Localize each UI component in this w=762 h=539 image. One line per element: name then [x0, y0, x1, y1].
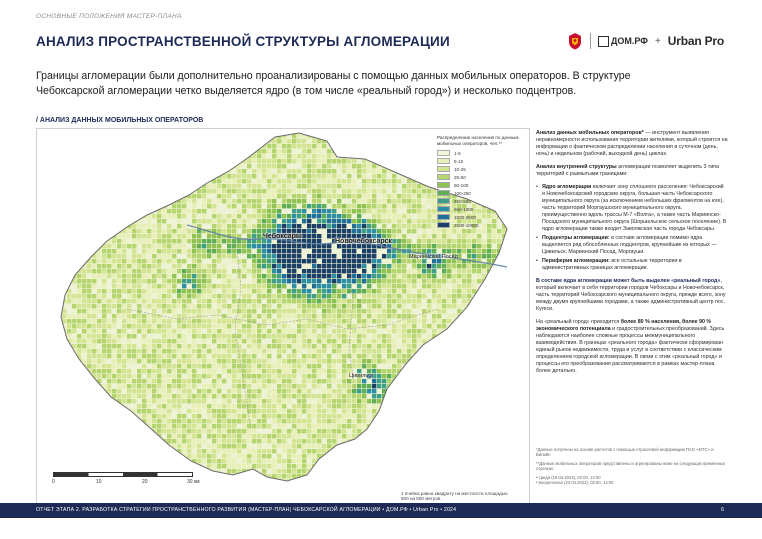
section-tag: ОСНОВНЫЕ ПОЛОЖЕНИЯ МАСТЕР-ПЛАНА: [36, 13, 182, 20]
legend-label: 50-100: [454, 182, 469, 188]
scale-label: 30 км: [187, 479, 200, 485]
footnote: • воскресенье (23.04.2023), 02:00, 14:00: [536, 480, 614, 486]
legend-label: 100-250: [454, 190, 471, 196]
page-footer: [0, 503, 762, 518]
legend-item: [437, 197, 527, 205]
legend-item: [437, 221, 527, 229]
legend-swatch: [437, 150, 450, 156]
page-number: 6: [721, 507, 724, 513]
legend-item: [437, 157, 527, 165]
city-label-tsivilsk: Цивильск: [349, 373, 374, 379]
legend-title: Распределение населения по данным мобильных операторов, чел.**: [437, 135, 519, 146]
legend-label: 1000-2500: [454, 214, 476, 220]
paragraph-real-city-share: На «реальный город» приходится более 80 % населения, более 90 % экономического потенциала и градостроительных преобразований. Здесь наблюдаются наиболее сложные процессы межмуниципального взаимодействия. В границах «реального города» фактически сформирован единый рынок недвижимости, труда и услуг в соответствии с классическим определением городской агломерации. В связи с этим «реальный город» и процессы его преобразования рассматриваются в рамках мастер-плана более детально.: [536, 319, 725, 374]
legend-item: [437, 213, 527, 221]
urban-pro-logo: Urban Pro: [667, 34, 724, 48]
paragraph-internal-structure: Анализ внутренней структуры агломерации позволяет выделить 3 типа территорий с размытыми границами:: [536, 164, 720, 177]
dom-rf-mark-icon: [598, 36, 609, 47]
footnote: • среда (19.04.2023), 02:00, 14:00: [536, 474, 601, 480]
dom-rf-logo: [598, 36, 648, 47]
analysis-text: [536, 130, 728, 381]
map-legend: [437, 135, 527, 229]
territory-types-list: [536, 184, 728, 272]
city-label-novocheboksarsk: Новочебоксарск: [335, 238, 393, 245]
legend-label: 10-25: [454, 166, 466, 172]
legend-rows: [437, 149, 527, 229]
legend-item: [437, 149, 527, 157]
legend-label: 500-1000: [454, 206, 474, 212]
page-title: АНАЛИЗ ПРОСТРАНСТВЕННОЙ СТРУКТУРЫ АГЛОМЕРАЦИИ: [36, 34, 450, 49]
logo-divider: [590, 33, 591, 49]
dom-rf-text: ДОМ.РФ: [610, 36, 648, 46]
cell-size-note: 1 ячейка равна квадрату на местности площадью 500 на 500 метров: [401, 490, 508, 502]
footnote: **Данные мобильных операторов представлены и агрегированы ниже на следующих временных отрезках:: [536, 460, 725, 472]
legend-swatch: [437, 214, 450, 220]
population-density-map: [36, 128, 530, 510]
legend-label: 2500-10000: [454, 222, 479, 228]
list-item: • Ядро агломерации включает зону сплошного расселения: Чебоксарский и Новочебоксарский городские округа, большая часть Чебоксарского муниципального округа (за исключением небольших фрагментов на юге), часть территорий Моргаушского муниципального округа, преимущественно вдоль трассы М-7 «Волга», а также часть Мариинско-Посадского муниципального округа (Шоршельское сельское поселение). В ядро агломерации также входит Заволжская часть города Чебоксары.: [542, 184, 728, 233]
legend-label: 1-5: [454, 150, 461, 156]
legend-item: [437, 165, 527, 173]
footnote: *Данные получены на основе расчетов с помощью отраслевой информации ПАО «МТС» и Билайн: [536, 447, 714, 458]
legend-swatch: [437, 166, 450, 172]
scale-label: 10: [96, 479, 102, 485]
legend-item: [437, 205, 527, 213]
paragraph-real-city: В составе ядра агломерации может быть выделен «реальный город», который включает в себя территории городов Чебоксары и Новочебоксарск, часть территорий Чебоксарского муниципального округа, прежде всего, зону между двумя крупнейшими городами, а также административный центр пос. Кугеси.: [536, 278, 726, 312]
legend-swatch: [437, 198, 450, 204]
section-label: / АНАЛИЗ ДАННЫХ МОБИЛЬНЫХ ОПЕРАТОРОВ: [36, 117, 204, 124]
scale-bar: [53, 472, 213, 487]
legend-swatch: [437, 190, 450, 196]
legend-label: 250-500: [454, 198, 471, 204]
list-item: • Периферия агломерации: все остальные территории в административных границах агломерации.: [542, 258, 728, 272]
scale-bar-graphic: [53, 472, 193, 477]
city-label-cheboksary: Чебоксары: [263, 233, 302, 240]
footer-text: ОТЧЕТ ЭТАПА 2. РАЗРАБОТКА СТРАТЕГИИ ПРОСТРАНСТВЕННОГО РАЗВИТИЯ (МАСТЕР-ПЛАН) ЧЕБОКСАРСКОЙ АГЛОМЕРАЦИИ • ДОМ.РФ • Urban Pro • 2024: [36, 507, 457, 513]
legend-item: [437, 181, 527, 189]
chuvashia-emblem-icon: [567, 32, 583, 50]
scale-label: 20: [142, 479, 148, 485]
footnotes: [536, 447, 728, 488]
scale-label: 0: [52, 479, 55, 485]
lead-paragraph: Границы агломерации были дополнительно проанализированы с помощью данных мобильных операторов. В структуре Чебоксарской агломерации четко выделяется ядро (в том числе «реальный город») и несколько подцентров.: [36, 70, 631, 97]
list-item: • Подцентры агломерации: в составе агломерации помимо ядра выделяется ряд обособленных подцентров, крупнейшие из которых — Цивильск, Мариинский Посад, Моргауши.: [542, 235, 728, 256]
legend-swatch: [437, 158, 450, 164]
legend-label: 5-10: [454, 158, 464, 164]
legend-swatch: [437, 174, 450, 180]
legend-swatch: [437, 206, 450, 212]
legend-swatch: [437, 222, 450, 228]
paragraph-mobile-data: Анализ данных мобильных операторов* — инструмент выявления неравномерности использования территории жителями, который строится на информации о фактическом распределении населения в суточном (день, ночь) и недельном (рабочий, выходной день) циклах.: [536, 130, 728, 157]
legend-swatch: [437, 182, 450, 188]
legend-item: [437, 173, 527, 181]
legend-label: 25-50: [454, 174, 466, 180]
legend-item: [437, 189, 527, 197]
partner-logos: [567, 32, 724, 50]
logo-plus: +: [654, 35, 661, 47]
city-label-mariinsky-posad: Мариинский Посад: [409, 254, 458, 260]
